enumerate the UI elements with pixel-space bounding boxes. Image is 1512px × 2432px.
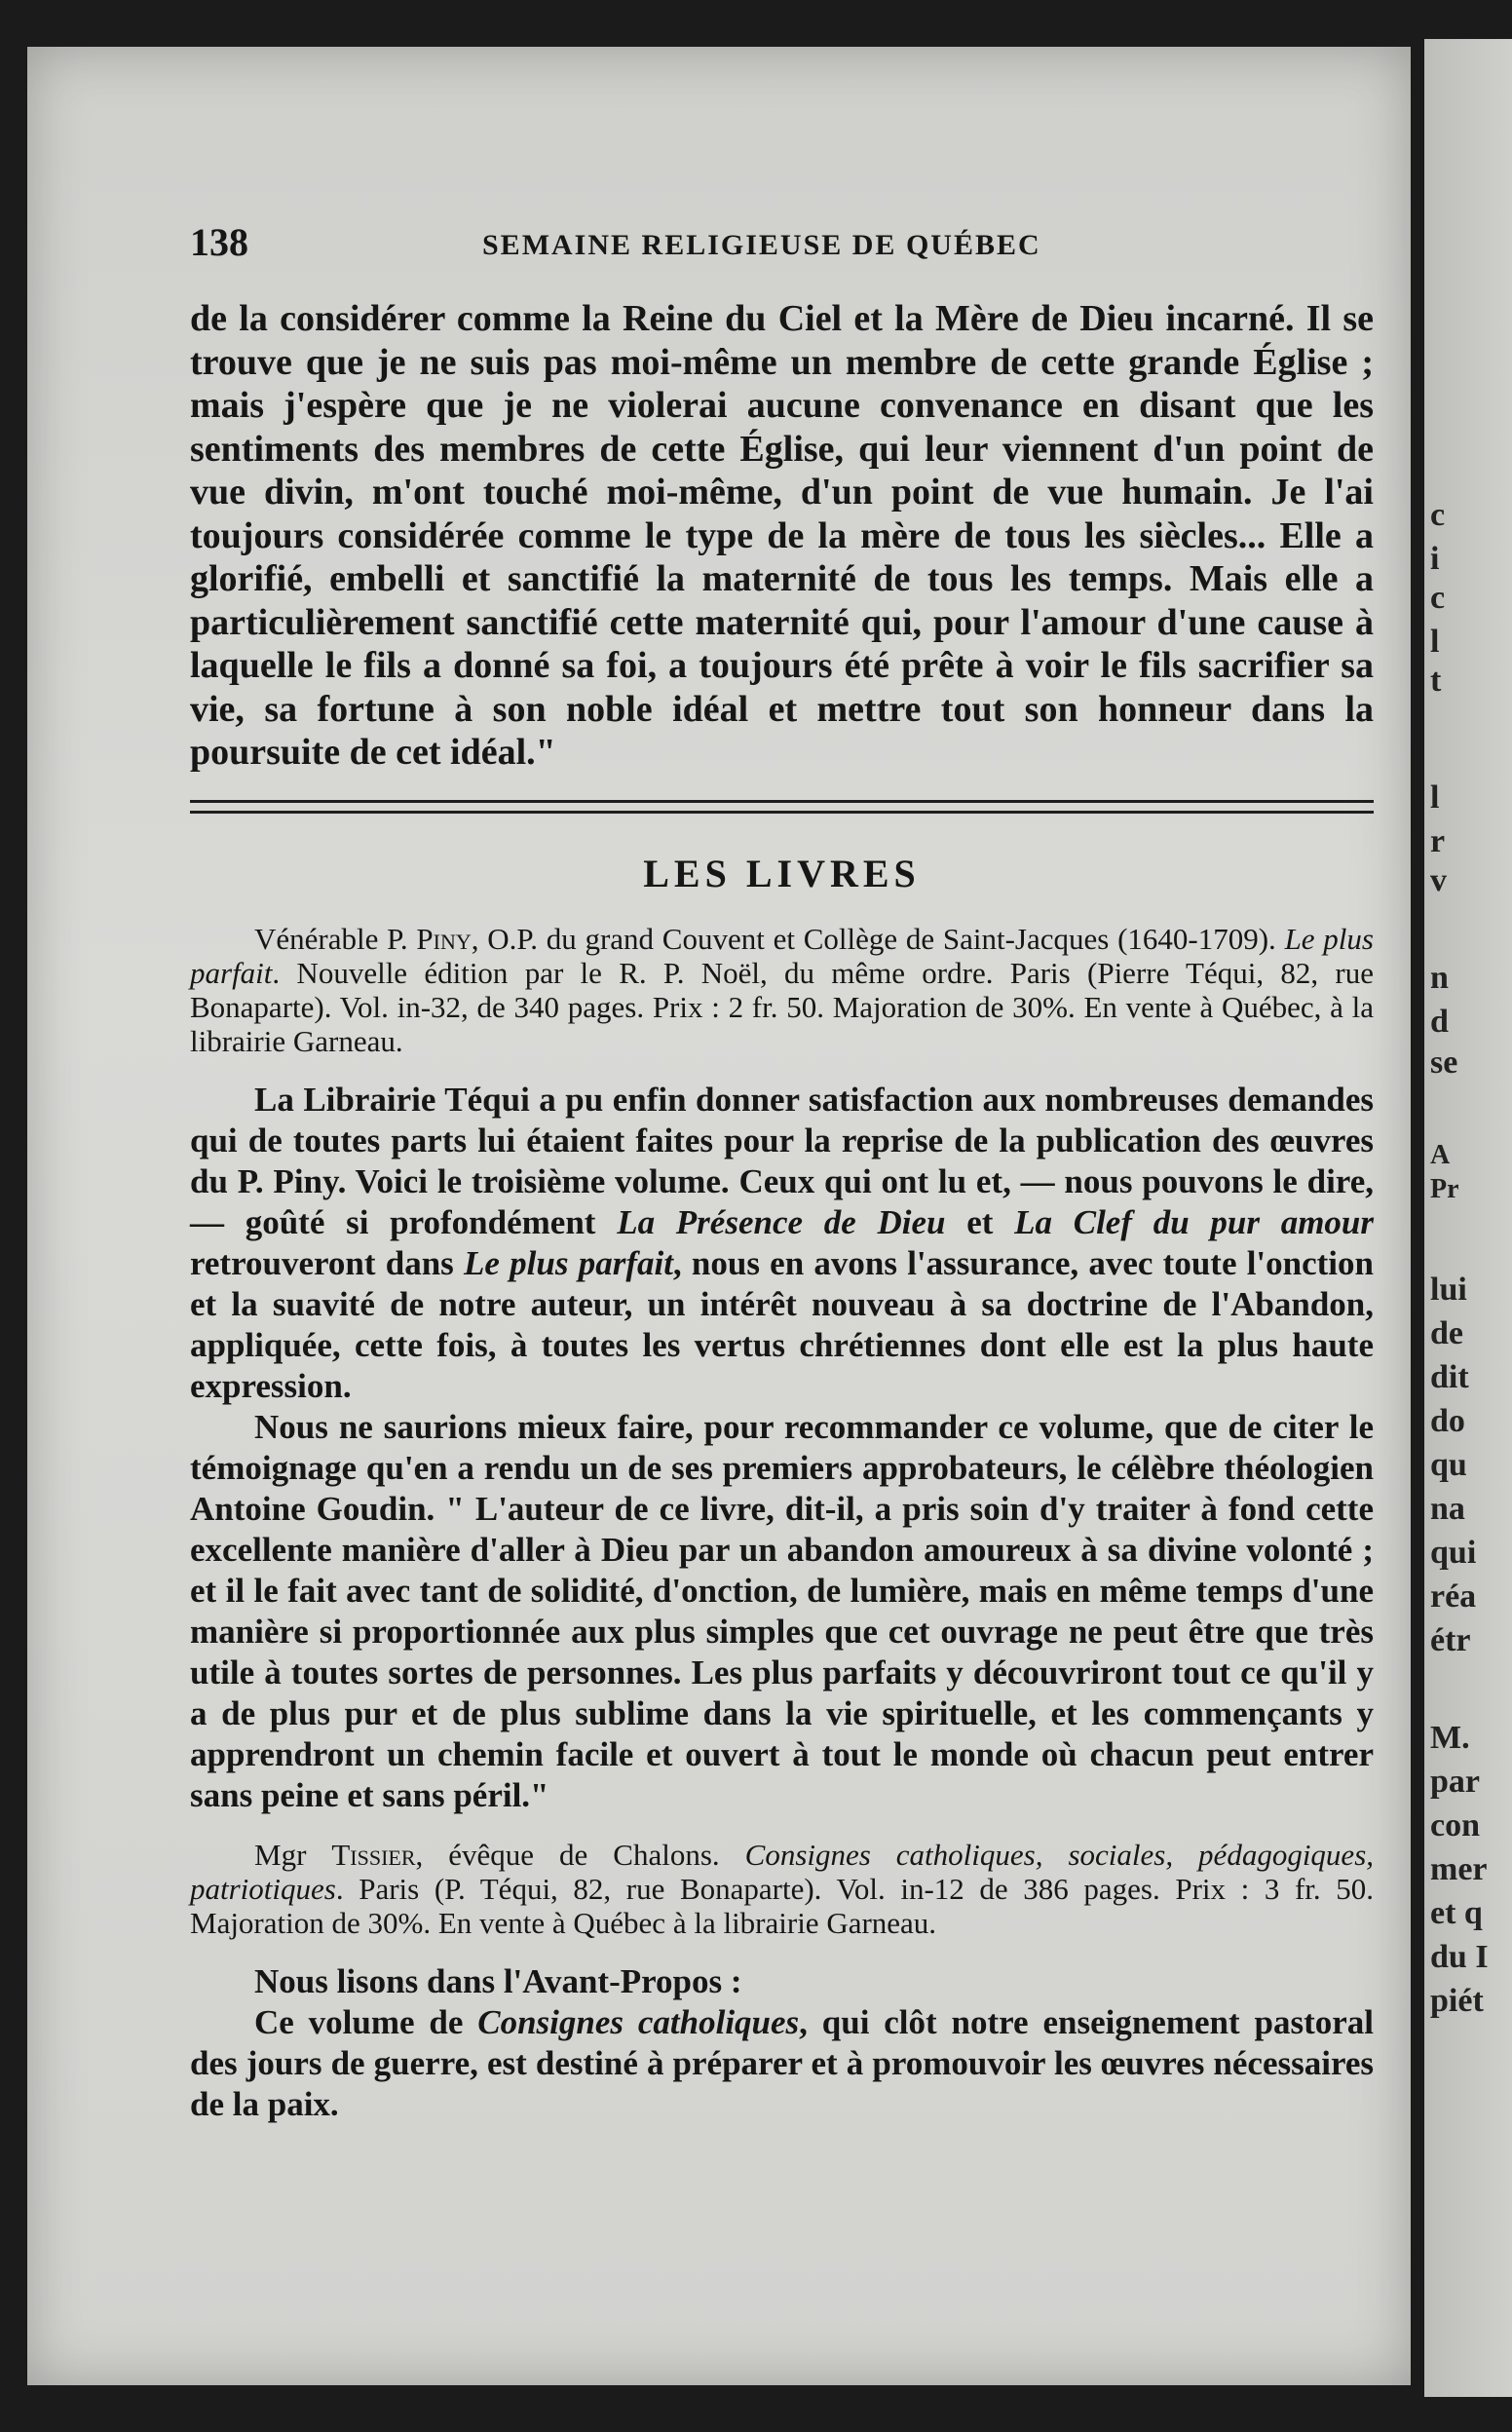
review-text: , nous en avons l'assurance, avec toute l'onction et la suavité de notre auteur, un intérêt nouveau à sa doctrine de l'Abandon, appliquée, cette fois, à toutes les vertus chrétiennes dont elle est la plus haute expression. bbox=[190, 1243, 1374, 1405]
book2-author: Tissier bbox=[331, 1837, 416, 1872]
adjacent-fragment: qui bbox=[1430, 1535, 1477, 1571]
review-text: La Librairie Téqui a pu enfin donner satisfaction aux nombreuses demandes qui de toutes parts lui étaient faites pour la reprise de la publication des œuvres du P. Piny. Voici le troisième volume. Ceux qui ont lu et, — nous pouvons le dire, — goûté si profondément bbox=[190, 1080, 1374, 1241]
book2-publication: . Paris (P. Téqui, 82, rue Bonaparte). Vol. in-12 de 386 pages. Prix : 3 fr. 50. Majoration de 30%. En vente à Québec à la librairie Garneau. bbox=[190, 1871, 1374, 1940]
adjacent-fragment: r bbox=[1430, 823, 1446, 859]
adjacent-fragment: dit bbox=[1430, 1359, 1469, 1395]
adjacent-fragment: par bbox=[1430, 1764, 1480, 1800]
page-content bbox=[190, 219, 1374, 2125]
page-number: 138 bbox=[190, 220, 248, 264]
book2-citation bbox=[190, 1838, 1374, 1940]
section-divider bbox=[190, 800, 1374, 814]
book1-details: , O.P. du grand Couvent et Collège de Saint-Jacques (1640-1709). bbox=[471, 921, 1276, 956]
adjacent-fragment: de bbox=[1430, 1315, 1463, 1351]
adjacent-fragment: l bbox=[1430, 779, 1440, 816]
book1-citation bbox=[190, 922, 1374, 1058]
work-title: Le plus parfait bbox=[464, 1243, 673, 1282]
adjacent-page-edge bbox=[1424, 39, 1512, 2397]
adjacent-fragment: se bbox=[1430, 1045, 1458, 1081]
adjacent-fragment: con bbox=[1430, 1807, 1480, 1843]
work-title: La Clef du pur amour bbox=[1014, 1202, 1374, 1241]
adjacent-fragment: du I bbox=[1430, 1939, 1489, 1975]
review-text: retrouveront dans bbox=[190, 1243, 454, 1282]
adjacent-fragment: qu bbox=[1430, 1447, 1467, 1483]
book1-prefix: Vénérable P. bbox=[254, 921, 408, 956]
adjacent-fragment: na bbox=[1430, 1491, 1465, 1527]
adjacent-fragment: v bbox=[1430, 862, 1447, 898]
work-title: Consignes catholiques bbox=[477, 2002, 800, 2041]
adjacent-fragment: Pr bbox=[1430, 1174, 1459, 1204]
adjacent-fragment: et q bbox=[1430, 1895, 1483, 1931]
review-text: et bbox=[966, 1202, 994, 1241]
review-text: Ce volume de bbox=[254, 2002, 464, 2041]
book1-author: Piny bbox=[416, 921, 472, 956]
running-head bbox=[190, 219, 1374, 278]
book2-details: , évêque de Chalons. bbox=[415, 1837, 720, 1872]
adjacent-fragment: c bbox=[1430, 497, 1446, 533]
book2-title: Consignes catholiques, sociales, pédagogiques, patriotiques bbox=[190, 1837, 1375, 1906]
book1-review-quote: Nous ne saurions mieux faire, pour recommander ce volume, que de citer le témoignage qu'en a rendu un de ses premiers approbateurs, le célèbre théologien Antoine Goudin. " L'auteur de ce livre, dit-il, a pris soin d'y traiter à fond cette excellente manière d'aller à Dieu par un abandon amoureux à sa divine volonté ; et il le fait avec tant de solidité, d'onction, de lumière, mais en même temps d'une manière si proportionnée aux plus simples que cet ouvrage ne peut être que très utile à toutes sortes de personnes. Les plus parfaits y découvriront tout ce qu'il y a de plus pur et de plus sublime dans la vie spirituelle, et les commençants y apprendront un chemin facile et ouvert à tout le monde où chacun peut entrer sans peine et sans péril." bbox=[190, 1407, 1374, 1814]
adjacent-fragment: piét bbox=[1430, 1983, 1484, 2019]
adjacent-fragment: d bbox=[1430, 1004, 1449, 1040]
adjacent-fragment: étr bbox=[1430, 1622, 1471, 1658]
intro-paragraph: de la considérer comme la Reine du Ciel et la Mère de Dieu incarné. Il se trouve que je ne suis pas moi-même un membre de cette grande Église ; mais j'espère que je ne violerai aucune convenance en disant que les sentiments des membres de cette Église, qui leur viennent d'un point de vue divin, m'ont touché moi-même, d'un point de vue humain. Je l'ai toujours considérée comme le type de la mère de tous les siècles... Elle a glorifié, embelli et sanctifié la maternité de tous les temps. Mais elle a particulièrement sanctifié cette maternité qui, pour l'amour d'une cause à laquelle le fils a donné sa foi, a toujours été prête à voir le fils sacrifier sa vie, sa fortune à son noble idéal et mettre tout son honneur dans la poursuite de cet idéal." bbox=[190, 298, 1374, 773]
book2-prefix: Mgr bbox=[254, 1837, 307, 1872]
adjacent-fragment: M. bbox=[1430, 1720, 1470, 1756]
adjacent-fragment: n bbox=[1430, 960, 1449, 996]
book2-review-intro: Nous lisons dans l'Avant-Propos : bbox=[254, 1961, 742, 2000]
book1-publication: . Nouvelle édition par le R. P. Noël, du même ordre. Paris (Pierre Téqui, 82, rue Bonaparte). Vol. in-32, de 340 pages. Prix : 2 fr. 50. Majoration de 30%. En vente à Québec, à la librairie Garneau. bbox=[190, 955, 1374, 1058]
adjacent-fragment: lui bbox=[1430, 1272, 1467, 1308]
adjacent-fragment: A bbox=[1430, 1140, 1451, 1170]
book1-review-paragraph bbox=[190, 1080, 1374, 1407]
adjacent-fragment: réa bbox=[1430, 1578, 1477, 1615]
adjacent-fragment: l bbox=[1430, 624, 1440, 660]
section-title: LES LIVRES bbox=[643, 851, 921, 895]
adjacent-fragment: t bbox=[1430, 663, 1442, 699]
work-title: La Présence de Dieu bbox=[617, 1202, 946, 1241]
adjacent-fragment: i bbox=[1430, 541, 1440, 577]
book1-title: Le plus parfait bbox=[190, 921, 1374, 990]
adjacent-fragment: mer bbox=[1430, 1851, 1488, 1887]
adjacent-fragment: c bbox=[1430, 580, 1446, 616]
adjacent-fragment: do bbox=[1430, 1403, 1465, 1439]
book2-review-paragraph bbox=[190, 2002, 1374, 2125]
review-text: , qui clôt notre enseignement pastoral des jours de guerre, est destiné à préparer et à promouvoir les œuvres nécessaires de la paix. bbox=[190, 2002, 1374, 2123]
running-title: SEMAINE RELIGIEUSE DE QUÉBEC bbox=[482, 229, 1041, 261]
